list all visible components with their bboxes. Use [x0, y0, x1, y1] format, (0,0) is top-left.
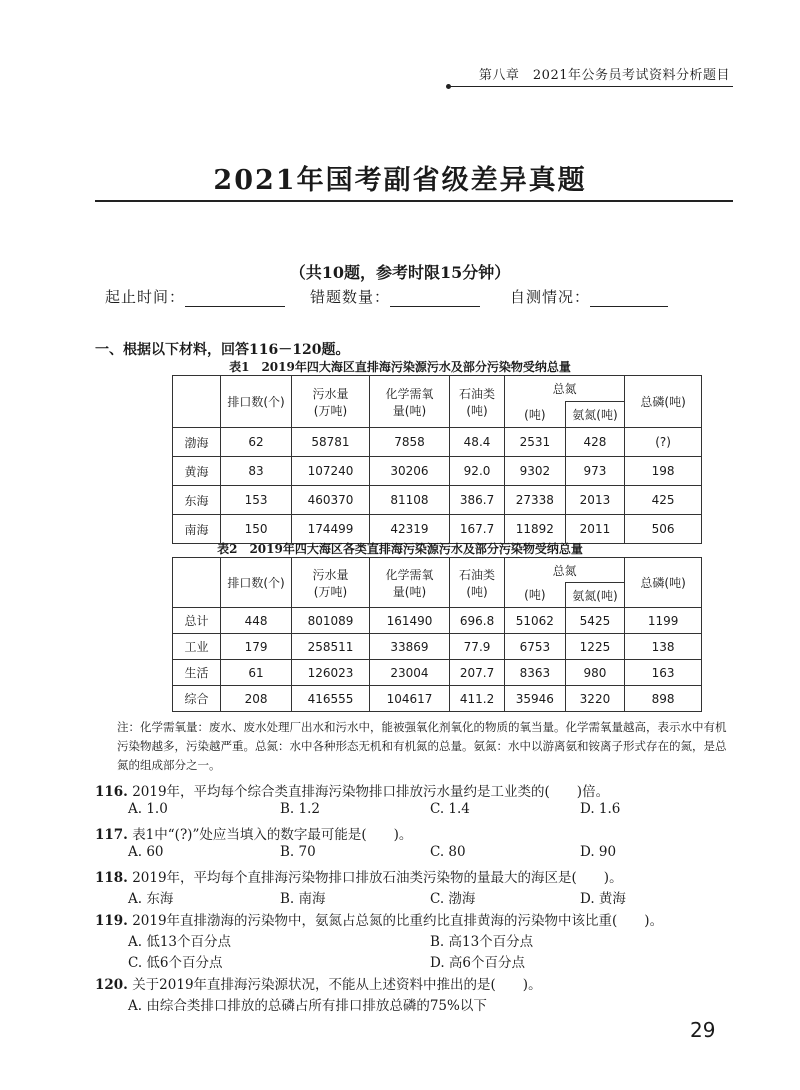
cell: 62 [221, 428, 292, 457]
page-title: 2021年国考副省级差异真题 [213, 165, 587, 196]
question-number: 118. [95, 870, 128, 886]
cell: 506 [625, 515, 702, 544]
question-119 [95, 909, 765, 929]
table2-header-oil-l2: (吨) [466, 584, 488, 599]
option[interactable]: D. 黄海 [580, 891, 626, 907]
row-label: 工业 [173, 634, 221, 660]
cell: 801089 [292, 608, 370, 634]
table1-header-sewage-l2: (万吨) [313, 403, 348, 418]
cell: 3220 [565, 686, 625, 712]
row-label: 生活 [173, 660, 221, 686]
table-row [173, 486, 702, 515]
question-117 [95, 823, 735, 843]
table1-header-nh: 氨氮(吨) [565, 402, 625, 428]
table2-header-sewage-l2: (万吨) [313, 584, 348, 599]
option[interactable]: D. 高6个百分点 [430, 955, 526, 971]
table2-header-oil-l1: 石油类 [459, 567, 496, 582]
cell: 104617 [369, 686, 449, 712]
page-number: 29 [690, 1018, 716, 1042]
running-header: 第八章 2021年公务员考试资料分析题目 [478, 68, 730, 83]
table1-header-oil-l1: 石油类 [459, 386, 496, 401]
cell: 2011 [565, 515, 625, 544]
row-label: 总计 [173, 608, 221, 634]
table2-header-cod [369, 558, 449, 608]
option[interactable]: A. 由综合类排口排放的总磷占所有排口排放总磷的75%以下 [128, 998, 487, 1014]
cell: 33869 [369, 634, 449, 660]
cell: 81108 [369, 486, 449, 515]
question-number: 120. [95, 977, 128, 993]
question-text: 2019年，平均每个直排海污染物排口排放石油类污染物的量最大的海区是( )。 [132, 870, 623, 886]
question-116 [95, 780, 735, 800]
cell: 6753 [505, 634, 566, 660]
cell: 51062 [505, 608, 566, 634]
table-row [173, 634, 702, 660]
option[interactable]: C. 80 [430, 844, 466, 860]
table1-corner [173, 376, 221, 428]
option[interactable]: C. 渤海 [430, 891, 476, 907]
cell: 174499 [292, 515, 370, 544]
cell: 2531 [505, 428, 566, 457]
table1-header-oil [450, 376, 505, 428]
question-number: 119. [95, 913, 128, 929]
question-text: 2019年，平均每个综合类直排海污染物排口排放污水量约是工业类的( )倍。 [132, 784, 610, 800]
table-row [173, 686, 702, 712]
option[interactable]: B. 南海 [280, 891, 326, 907]
cell: 138 [625, 634, 702, 660]
cell: 428 [565, 428, 625, 457]
title-rule [95, 200, 733, 202]
table2-header-nh: 氨氮(吨) [565, 583, 625, 608]
time-field [105, 286, 285, 307]
table-row [173, 608, 702, 634]
selfcheck-label: 自测情况： [510, 288, 591, 306]
cell: 153 [221, 486, 292, 515]
cell: 898 [625, 686, 702, 712]
cell: 11892 [505, 515, 566, 544]
table-row [173, 457, 702, 486]
cell: 30206 [369, 457, 449, 486]
row-label: 黄海 [173, 457, 221, 486]
table1-header-cod [369, 376, 449, 428]
selfcheck-field [510, 286, 668, 307]
table1-header-outlets: 排口数(个) [221, 376, 292, 428]
question-text: 表1中“(?)”处应当填入的数字最可能是( )。 [132, 827, 413, 843]
option[interactable]: A. 60 [128, 844, 164, 860]
table-row [173, 428, 702, 457]
cell: 48.4 [450, 428, 505, 457]
table2-header-cod-l2: 量(吨) [392, 584, 427, 599]
table1-header-cod-l1: 化学需氧 [385, 386, 434, 401]
table2-header-tn-unit: (吨) [505, 583, 566, 608]
table2-header-sewage-l1: 污水量 [312, 567, 349, 582]
cell: 416555 [292, 686, 370, 712]
cell: 61 [221, 660, 292, 686]
table1-header-tp: 总磷(吨) [625, 376, 702, 428]
option[interactable]: A. 低13个百分点 [128, 934, 232, 950]
row-label: 渤海 [173, 428, 221, 457]
question-120 [95, 973, 735, 993]
option[interactable]: D. 1.6 [580, 801, 621, 817]
cell: 696.8 [450, 608, 505, 634]
table1-header-cod-l2: 量(吨) [392, 403, 427, 418]
cell: 35946 [505, 686, 566, 712]
errors-label: 错题数量： [310, 288, 391, 306]
errors-blank [390, 292, 480, 307]
table2-corner [173, 558, 221, 608]
table2-header-outlets: 排口数(个) [221, 558, 292, 608]
option[interactable]: B. 70 [280, 844, 316, 860]
cell: 150 [221, 515, 292, 544]
table-note: 注：化学需氧量：废水、废水处理厂出水和污水中，能被强氧化剂氧化的物质的氧当量。化学需氧量越高，表示水中有机污染物越多，污染越严重。总氮：水中各种形态无机和有机氮的总量。氨氮：水中以游离氨和铵离子形式存在的氮，是总氮的组成部分之一。 [117, 720, 727, 772]
cell: 1225 [565, 634, 625, 660]
row-label: 东海 [173, 486, 221, 515]
cell: 386.7 [450, 486, 505, 515]
table-row [173, 660, 702, 686]
cell: 460370 [292, 486, 370, 515]
table2-caption: 表2 2019年四大海区各类直排海污染源污水及部分污染物受纳总量 [217, 542, 583, 556]
option[interactable]: C. 1.4 [430, 801, 470, 817]
table1-header-sewage [292, 376, 370, 428]
table2-header-oil [450, 558, 505, 608]
time-blank [185, 292, 285, 307]
cell: 92.0 [450, 457, 505, 486]
table1-header-sewage-l1: 污水量 [312, 386, 349, 401]
cell: 167.7 [450, 515, 505, 544]
cell: 973 [565, 457, 625, 486]
option[interactable]: A. 东海 [128, 891, 174, 907]
cell: 980 [565, 660, 625, 686]
question-118 [95, 866, 745, 886]
cell: 2013 [565, 486, 625, 515]
table1-caption: 表1 2019年四大海区直排海污染源污水及部分污染物受纳总量 [229, 360, 571, 374]
table2-header-tp: 总磷(吨) [625, 558, 702, 608]
table1-header-tn-unit: (吨) [505, 402, 566, 428]
cell: 208 [221, 686, 292, 712]
cell: 7858 [369, 428, 449, 457]
cell: 42319 [369, 515, 449, 544]
cell: 198 [625, 457, 702, 486]
cell: 258511 [292, 634, 370, 660]
selfcheck-blank [590, 292, 668, 307]
cell: 1199 [625, 608, 702, 634]
table2-header-tn: 总氮 [505, 558, 625, 583]
table2 [172, 557, 702, 712]
cell: (?) [625, 428, 702, 457]
cell: 448 [221, 608, 292, 634]
section-heading: 一、根据以下材料，回答116－120题。 [95, 342, 350, 358]
cell: 9302 [505, 457, 566, 486]
row-label: 综合 [173, 686, 221, 712]
cell: 5425 [565, 608, 625, 634]
table2-header-sewage [292, 558, 370, 608]
table2-header-cod-l1: 化学需氧 [385, 567, 434, 582]
option[interactable]: C. 低6个百分点 [128, 955, 223, 971]
errors-field [310, 286, 480, 307]
cell: 58781 [292, 428, 370, 457]
table1-header-tn: 总氮 [505, 376, 625, 402]
cell: 8363 [505, 660, 566, 686]
time-label: 起止时间： [105, 288, 186, 306]
cell: 107240 [292, 457, 370, 486]
header-rule [448, 86, 733, 87]
cell: 161490 [369, 608, 449, 634]
cell: 179 [221, 634, 292, 660]
option[interactable]: D. 90 [580, 844, 617, 860]
option[interactable]: B. 高13个百分点 [430, 934, 534, 950]
subtitle: （共10题，参考时限15分钟） [289, 263, 511, 282]
table1-header-oil-l2: (吨) [466, 403, 488, 418]
cell: 126023 [292, 660, 370, 686]
row-label: 南海 [173, 515, 221, 544]
cell: 77.9 [450, 634, 505, 660]
cell: 425 [625, 486, 702, 515]
cell: 27338 [505, 486, 566, 515]
cell: 23004 [369, 660, 449, 686]
question-text: 2019年直排渤海的污染物中，氨氮占总氮的比重约比直排黄海的污染物中该比重( )。 [132, 913, 664, 929]
table1 [172, 375, 702, 544]
question-number: 116. [95, 784, 128, 800]
cell: 83 [221, 457, 292, 486]
cell: 163 [625, 660, 702, 686]
question-number: 117. [95, 827, 128, 843]
question-text: 关于2019年直排海污染源状况，不能从上述资料中推出的是( )。 [132, 977, 542, 993]
option[interactable]: B. 1.2 [280, 801, 320, 817]
cell: 207.7 [450, 660, 505, 686]
cell: 411.2 [450, 686, 505, 712]
option[interactable]: A. 1.0 [128, 801, 168, 817]
